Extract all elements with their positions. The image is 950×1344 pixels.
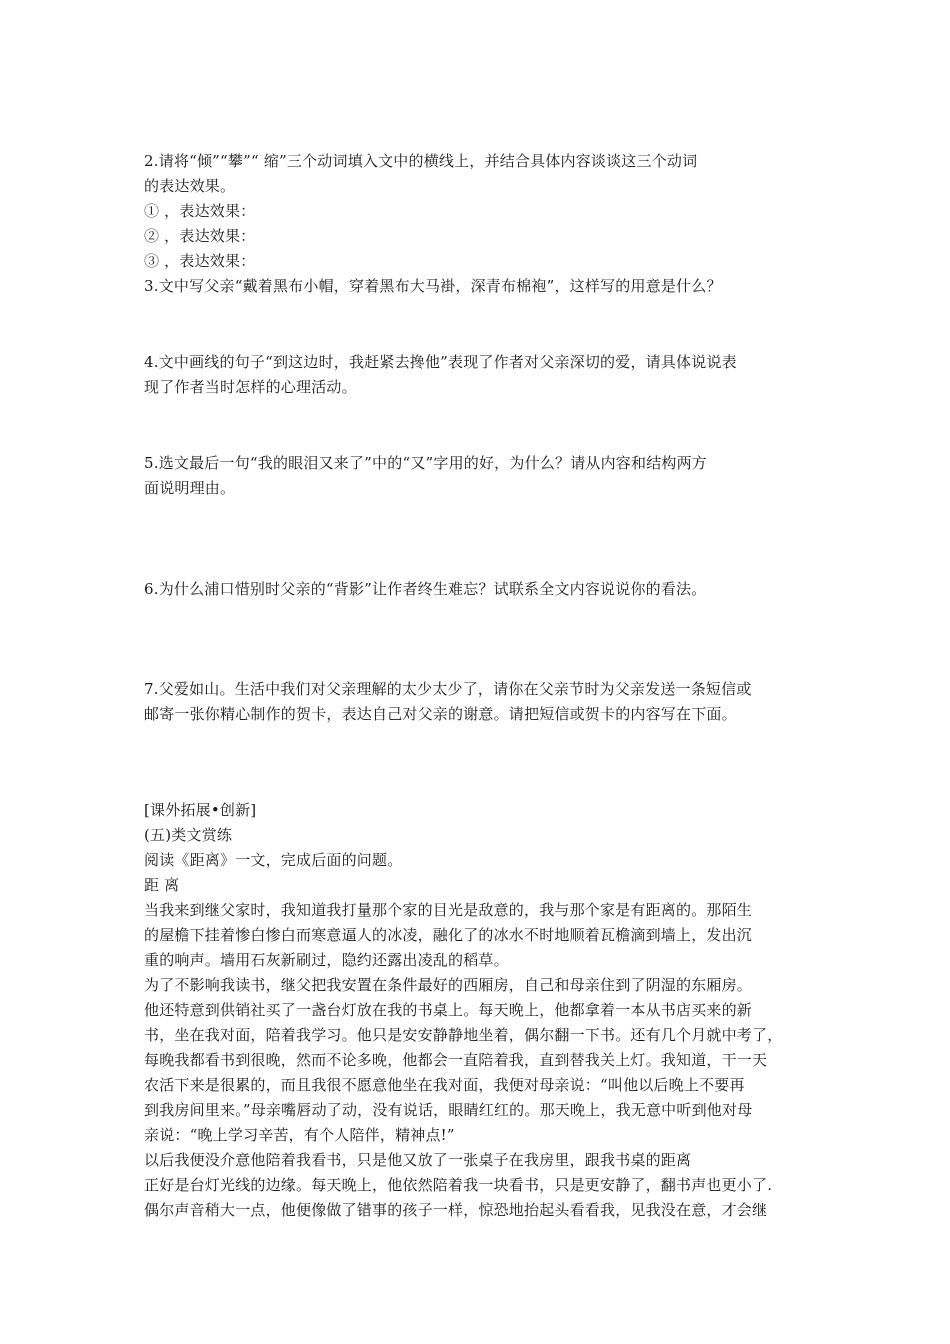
article-line: 以后我便没介意他陪着我看书，只是他又放了一张桌子在我房里，跟我书桌的距离 xyxy=(144,1151,692,1169)
question-4-line-2: 现了作者当时怎样的心理活动。 xyxy=(144,378,357,396)
question-6-line-1: 6.为什么浦口惜别时父亲的“背影”让作者终生难忘？试联系全文内容说说你的看法。 xyxy=(144,580,707,598)
question-2-blank-2: ② ，表达效果： xyxy=(144,227,256,245)
article-line: 为了不影响我读书，继父把我安置在条件最好的西厢房，自己和母亲住到了阴湿的东厢房。 xyxy=(144,976,753,994)
question-2-line-1: 2.请将“倾”“攀”“ 缩”三个动词填入文中的横线上，并结合具体内容谈谈这三个动词 xyxy=(144,152,698,170)
article-line: 当我来到继父家时，我知道我打量那个家的目光是敌意的，我与那个家是有距离的。那陌生 xyxy=(144,901,753,919)
article-title: 距 离 xyxy=(144,876,180,894)
question-3-line-1: 3.文中写父亲“戴着黑布小帽，穿着黑布大马褂，深青布棉袍”，这样写的用意是什么？ xyxy=(144,277,722,295)
question-7-line-1: 7.父爱如山。生活中我们对父亲理解的太少太少了，请你在父亲节时为父亲发送一条短信或 xyxy=(144,680,752,698)
question-4-line-1: 4.文中画线的句子“到这边时，我赶紧去搀他”表现了作者对父亲深切的爱，请具体说说表 xyxy=(144,353,737,371)
article-line: 到我房间里来。”母亲嘴唇动了动，没有说话，眼睛红红的。那天晚上，我无意中听到他对母 xyxy=(144,1101,753,1119)
article-line: 他还特意到供销社买了一盏台灯放在我的书桌上。每天晚上，他都拿着一本从书店买来的新 xyxy=(144,1001,753,1019)
question-2-blank-1: ① ，表达效果： xyxy=(144,202,256,220)
article-line: 正好是台灯光线的边缘。每天晚上，他依然陪着我一块看书，只是更安静了，翻书声也更小了. xyxy=(144,1176,773,1194)
question-2-blank-3: ③ ，表达效果： xyxy=(144,252,256,270)
article-line: 农活下来是很累的，而且我很不愿意他坐在我对面，我便对母亲说：“叫他以后晚上不要再 xyxy=(144,1076,745,1094)
article-line: 重的响声。墙用石灰新刷过，隐约还露出凌乱的稻草。 xyxy=(144,951,509,969)
article-line: 亲说：“晚上学习辛苦，有个人陪伴，精神点!” xyxy=(144,1126,455,1144)
question-5-line-1: 5.选文最后一句“我的眼泪又来了”中的“又”字用的好，为什么？请从内容和结构两方 xyxy=(144,454,707,472)
question-5-line-2: 面说明理由。 xyxy=(144,479,236,497)
article-line: 每晚我都看书到很晚，然而不论多晚，他都会一直陪着我，直到替我关上灯。我知道，干一天 xyxy=(144,1051,768,1069)
article-line: 偶尔声音稍大一点，他便像做了错事的孩子一样，惊恐地抬起头看看我，见我没在意，才会继 xyxy=(144,1201,768,1219)
reading-instruction: 阅读《距离》一文，完成后面的问题。 xyxy=(144,851,403,869)
article-line: 的屋檐下挂着惨白惨白而寒意逼人的冰凌，融化了的冰水不时地顺着瓦檐滴到墙上，发出沉 xyxy=(144,926,753,944)
article-line: 书，坐在我对面，陪着我学习。他只是安安静静地坐着，偶尔翻一下书。还有几个月就中考了， xyxy=(144,1026,783,1044)
question-2-line-2: 的表达效果。 xyxy=(144,177,236,195)
section-heading: [课外拓展•创新] xyxy=(144,801,257,819)
subsection-heading: (五)类文赏练 xyxy=(144,826,233,844)
question-7-line-2: 邮寄一张你精心制作的贺卡，表达自己对父亲的谢意。请把短信或贺卡的内容写在下面。 xyxy=(144,705,737,723)
